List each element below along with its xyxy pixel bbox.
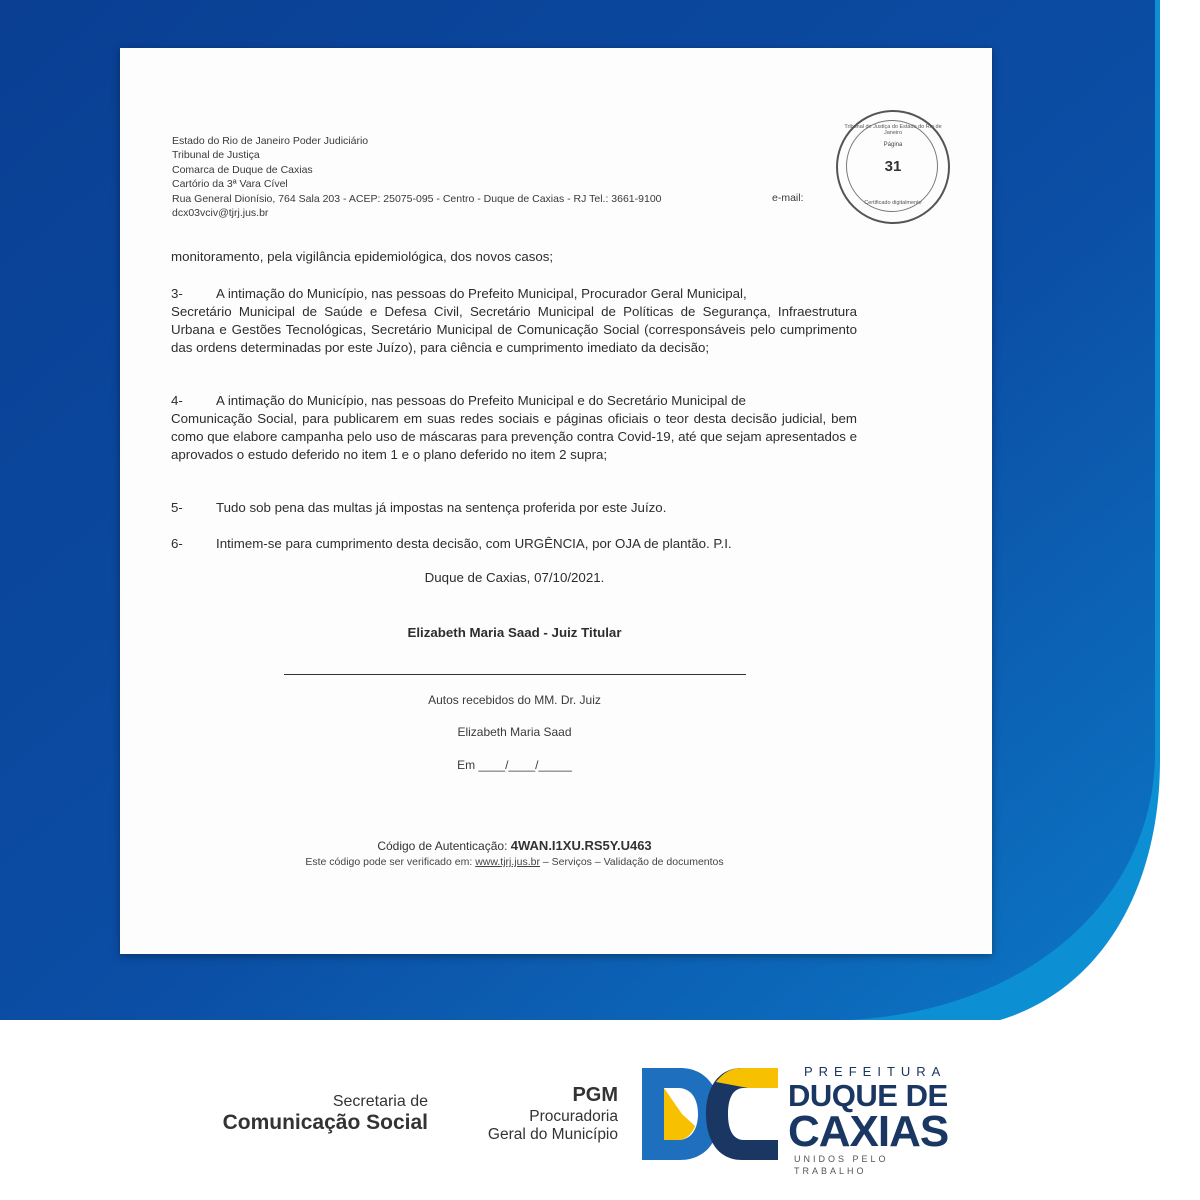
page-stamp [836, 110, 950, 224]
header-email: dcx03vciv@tjrj.jus.br [172, 207, 269, 220]
item-number: 6- [171, 536, 183, 551]
item-4 [171, 392, 857, 464]
verify-link[interactable]: www.tjrj.jus.br [475, 856, 540, 868]
header-line: Tribunal de Justiça [172, 149, 260, 162]
item-number: 5- [171, 500, 183, 515]
authentication-code [120, 838, 909, 853]
auth-label: Código de Autenticação: [377, 839, 508, 853]
place-date: Duque de Caxias, 07/10/2021. [424, 570, 605, 585]
received-text: Autos recebidos do MM. Dr. Juiz [428, 693, 601, 707]
item-number: 4- [171, 393, 183, 408]
prefeitura-logo [788, 1064, 958, 1177]
dc-logo-icon [642, 1068, 778, 1160]
item-number: 3- [171, 286, 183, 301]
stamp-top-text: Tribunal de Justiça do Estado do Rio de Janeiro [844, 124, 942, 136]
secom-logo [223, 1093, 428, 1135]
verification-text [120, 856, 909, 868]
continuation-text: monitoramento, pela vigilância epidemiológica, dos novos casos; [171, 249, 554, 264]
document-header [172, 134, 662, 220]
stamp-label: Página [883, 142, 903, 148]
date-blank: Em ____/____/_____ [457, 758, 572, 772]
signature-line [284, 674, 746, 675]
pref-line1: PREFEITURA [804, 1064, 947, 1079]
pgm-line1: Procuradoria [529, 1108, 618, 1125]
item-body: Comunicação Social, para publicarem em suas redes sociais e páginas oficiais o teor desta decisão judicial, bem como que elabore campanha pelo uso de máscaras para prevenção contra Covid-19, até que sejam apresentados e aprovados o estudo deferido no item 1 e o plano deferido no item 2 supra; [171, 411, 857, 462]
verify-suffix: – Serviços – Validação de documentos [542, 856, 724, 868]
secom-line1: Secretaria de [332, 1093, 428, 1110]
judge-name: Elizabeth Maria Saad [457, 725, 572, 739]
header-address: Rua General Dionísio, 764 Sala 203 - ACEP: 25075-095 - Centro - Duque de Caxias - RJ Tel.: 3661-9100 [172, 192, 662, 205]
item-first-line: Tudo sob pena das multas já impostas na sentença proferida por este Juízo. [216, 500, 667, 515]
court-document [120, 48, 992, 954]
pgm-logo [488, 1082, 618, 1144]
header-line: Cartório da 3ª Vara Cível [172, 178, 288, 191]
stamp-page-number: 31 [884, 158, 902, 175]
item-first-line: A intimação do Município, nas pessoas do Prefeito Municipal, Procurador Geral Municipal, [216, 286, 747, 301]
item-3 [171, 285, 857, 357]
verify-prefix: Este código pode ser verificado em: [305, 856, 473, 868]
judge-signature: Elizabeth Maria Saad - Juiz Titular [407, 625, 622, 640]
pref-line4: UNIDOS PELO TRABALHO [794, 1154, 889, 1176]
email-label: e-mail: [772, 192, 804, 204]
header-line: Comarca de Duque de Caxias [172, 163, 313, 176]
item-body: Secretário Municipal de Saúde e Defesa Civil, Secretário Municipal de Políticas de Segurança, Infraestrutura Urbana e Gestões Tecnológicas, Secretário Municipal de Comunicação Social (corresponsáveis pelo cumprimento das ordens determinadas por este Juízo), para ciência e cumprimento imediato da decisão; [171, 304, 857, 355]
item-first-line: A intimação do Município, nas pessoas do Prefeito Municipal e do Secretário Municipal de [216, 393, 746, 408]
item-6 [171, 535, 857, 553]
item-5 [171, 499, 857, 517]
item-first-line: Intimem-se para cumprimento desta decisão, com URGÊNCIA, por OJA de plantão. P.I. [216, 536, 732, 551]
pgm-title: PGM [572, 1084, 618, 1106]
auth-code: 4WAN.I1XU.RS5Y.U463 [510, 838, 652, 853]
pref-line2: DUQUE DE [788, 1078, 948, 1113]
pref-line3: CAXIAS [788, 1107, 949, 1156]
pgm-line2: Geral do Município [487, 1126, 618, 1143]
secom-line2: Comunicação Social [222, 1111, 428, 1134]
header-line: Estado do Rio de Janeiro Poder Judiciário [172, 135, 369, 147]
stamp-bottom-text: Certificado digitalmente [864, 200, 922, 206]
